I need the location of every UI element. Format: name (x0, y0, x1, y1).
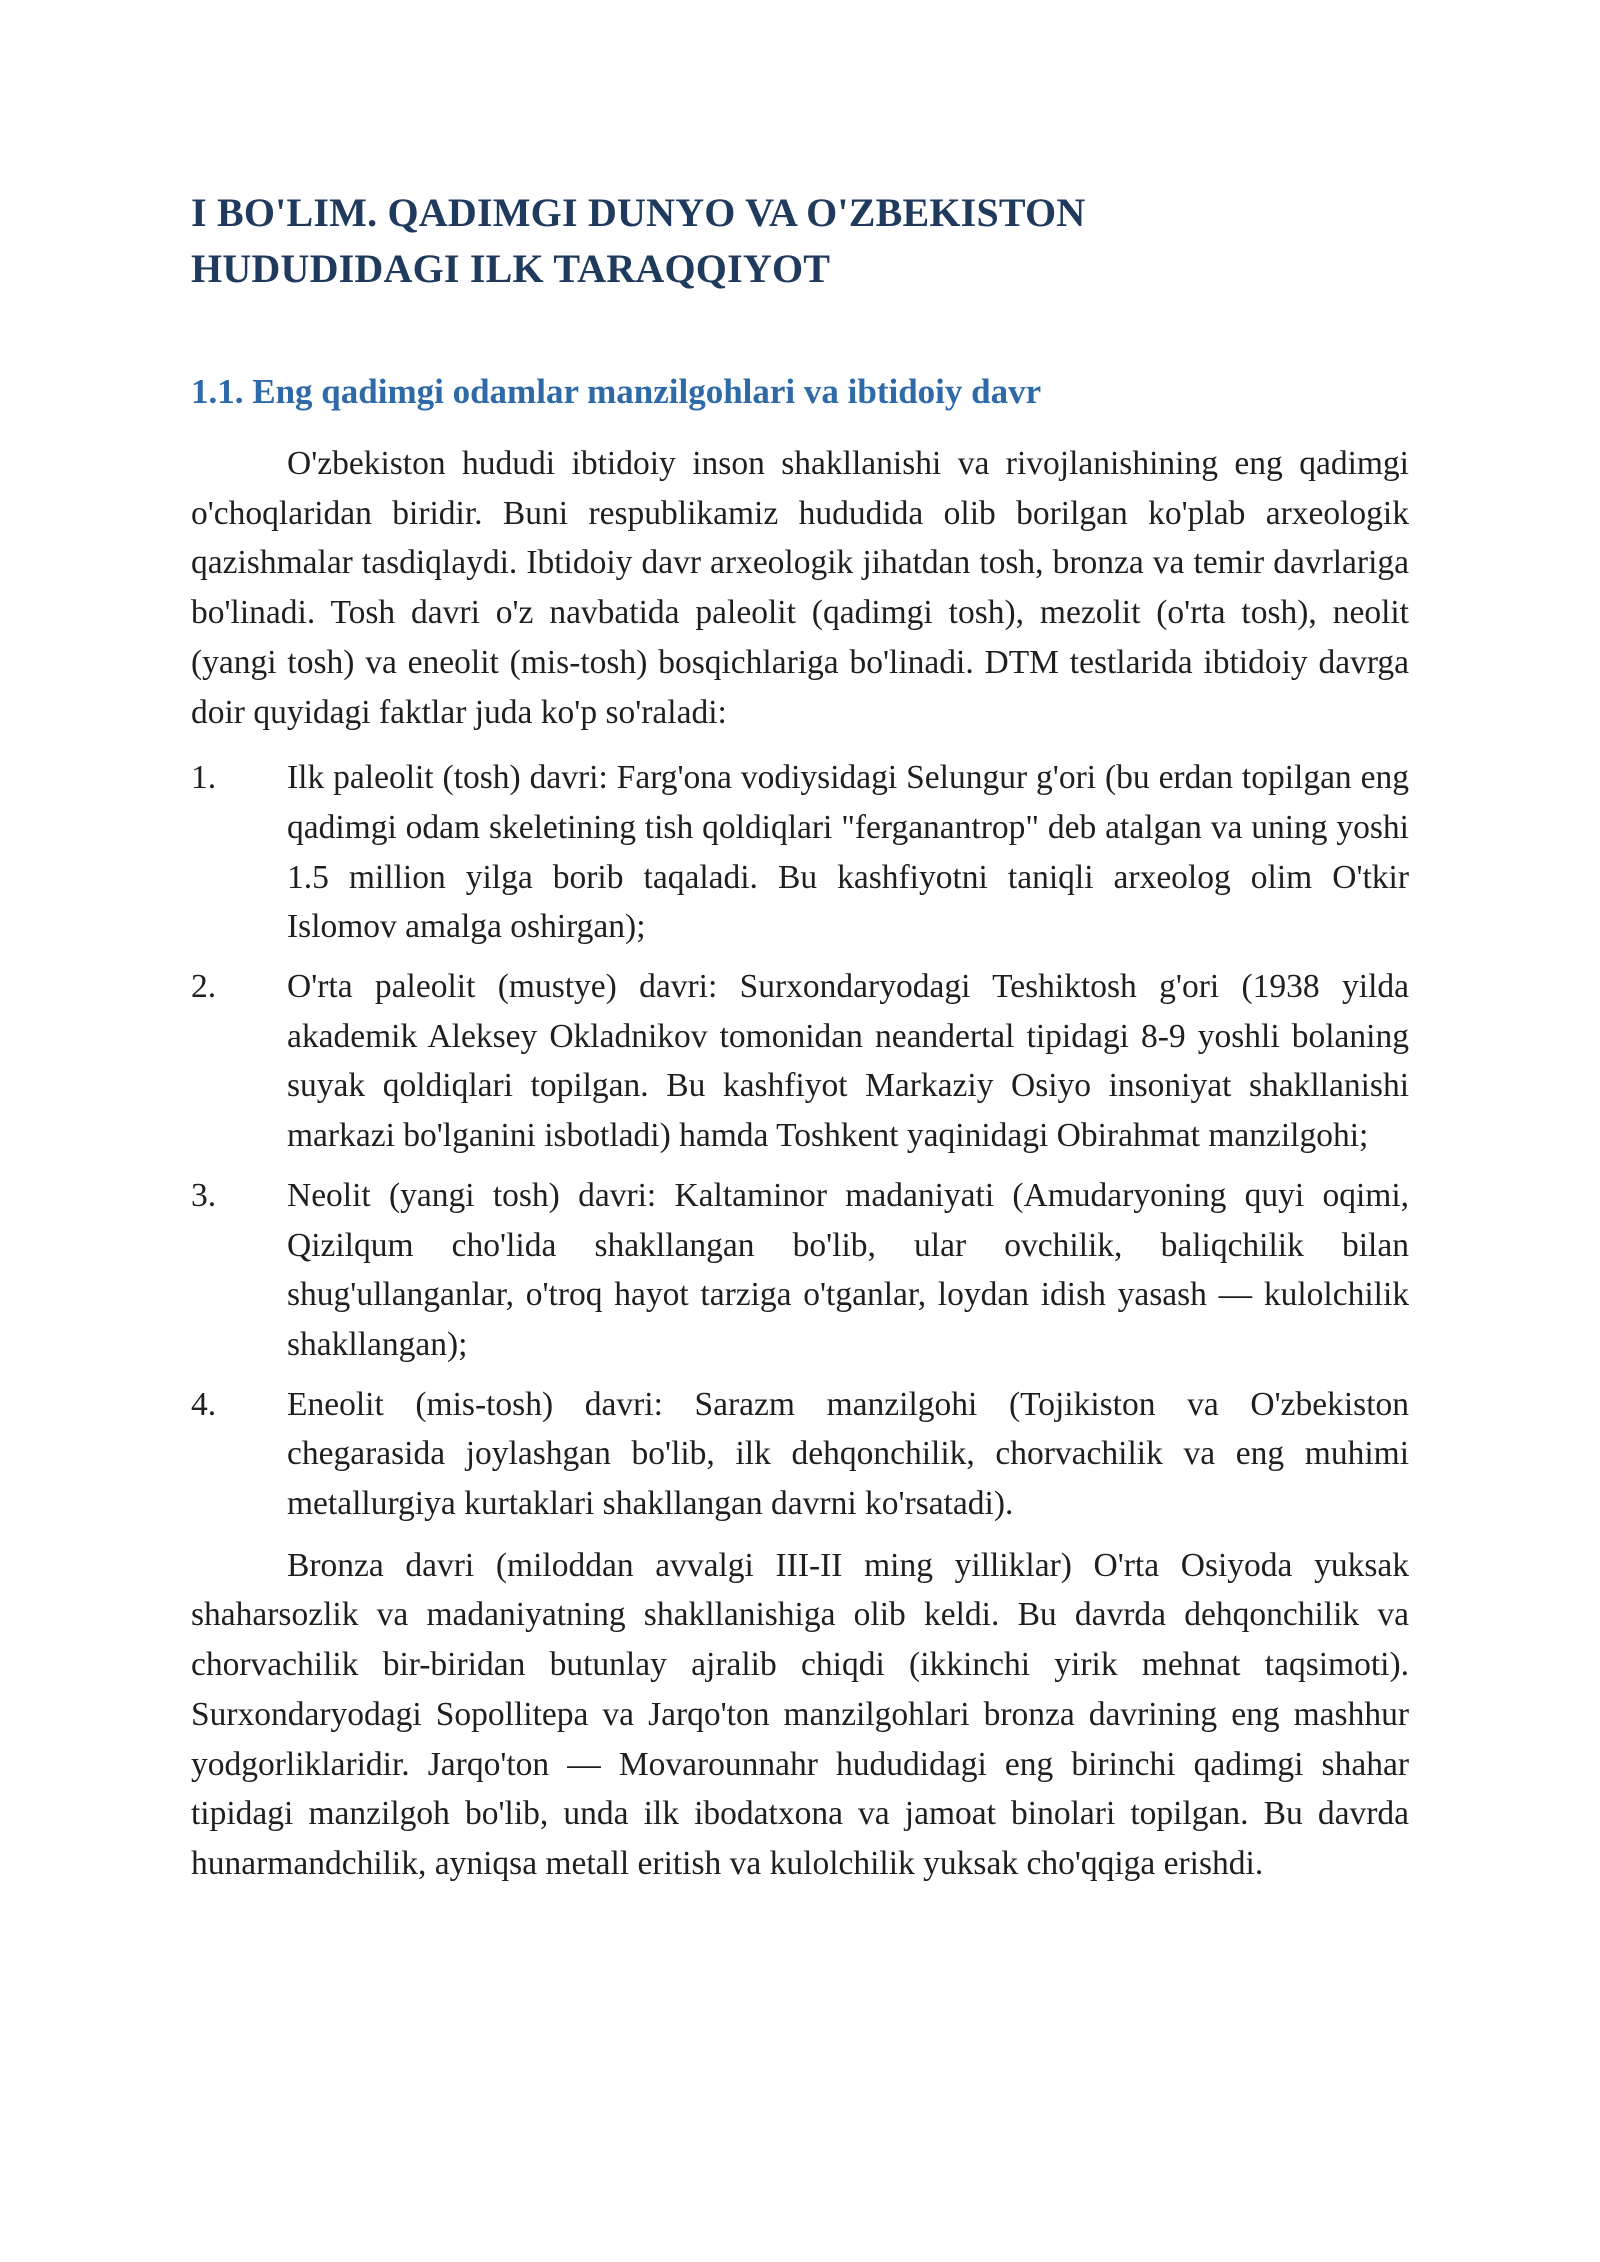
list-item (191, 1380, 1409, 1529)
list-item-number: 4. (191, 1385, 217, 1423)
bronze-age-paragraph: Bronza davri (miloddan avvalgi III-II ming yilliklar) O'rta Osiyoda yuksak shaharsozlik va madaniyatning shakllanishiga olib keldi. Bu davrda dehqonchilik va chorvachilik bir-biridan butunlay ajralib chiqdi (ikkinchi yirik mehnat taqsimoti). Surxondaryodagi Sopollitepa va Jarqo'ton manzilgohlari bronza davrining eng mashhur yodgorliklaridir. Jarqo'ton — Movarounnahr hududidagi eng birinchi qadimgi shahar tipidagi manzilgoh bo'lib, unda ilk ibodatxona va jamoat binolari topilgan. Bu davrda hunarmandchilik, ayniqsa metall eritish va kulolchilik yuksak cho'qqiga erishdi. (191, 1546, 1409, 1882)
list-item (191, 753, 1409, 952)
list-item (191, 1171, 1409, 1370)
section-title: 1.1. Eng qadimgi odamlar manzilgohlari va ibtidoiy davr (191, 372, 1042, 411)
intro-paragraph: O'zbekiston hududi ibtidoiy inson shakllanishi va rivojlanishining eng qadimgi o'choqlaridan biridir. Buni respublikamiz hududida olib borilgan ko'plab arxeologik qazishmalar tasdiqlaydi. Ibtidoiy davr arxeologik jihatdan tosh, bronza va temir davrlariga bo'linadi. Tosh davri o'z navbatida paleolit (qadimgi tosh), mezolit (o'rta tosh), neolit (yangi tosh) va eneolit (mis-tosh) bosqichlariga bo'linadi. DTM testlarida ibtidoiy davrga doir quyidagi faktlar juda ko'p so'raladi: (191, 445, 1409, 731)
chapter-title: I BO'LIM. QADIMGI DUNYO VA O'ZBEKISTON HUDUDIDAGI ILK TARAQQIYOT (191, 190, 1086, 291)
period-list (191, 753, 1409, 1529)
list-item-number: 2. (191, 968, 217, 1006)
list-item-text: Eneolit (mis-tosh) davri: Sarazm manzilgohi (Tojikiston va O'zbekiston chegarasida joylashgan bo'lib, ilk dehqonchilik, chorvachilik va eng muhimi metallurgiya kurtaklari shakllangan davrni ko'rsatadi). (287, 1385, 1409, 1523)
list-item-text: Neolit (yangi tosh) davri: Kaltaminor madaniyati (Amudaryoning quyi oqimi, Qizilqum cho'lida shakllangan bo'lib, ular ovchilik, baliqchilik bilan shug'ullanganlar, o'troq hayot tarziga o'tganlar, loydan idish yasash — kulolchilik shakllangan); (287, 1176, 1409, 1363)
list-item-number: 3. (191, 1176, 217, 1214)
list-item (191, 962, 1409, 1161)
list-item-text: Ilk paleolit (tosh) davri: Farg'ona vodiysidagi Selungur g'ori (bu erdan topilgan eng qadimgi odam skeletining tish qoldiqlari "ferganantrop" deb atalgan va uning yoshi 1.5 million yilga borib taqaladi. Bu kashfiyotni taniqli arxeolog olim O'tkir Islomov amalga oshirgan); (287, 759, 1409, 946)
list-item-number: 1. (191, 759, 217, 797)
list-item-text: O'rta paleolit (mustye) davri: Surxondaryodagi Teshiktosh g'ori (1938 yilda akademik Aleksey Okladnikov tomonidan neandertal tipidagi 8-9 yoshli bolaning suyak qoldiqlari topilgan. Bu kashfiyot Markaziy Osiyo insoniyat shakllanishi markazi bo'lganini isbotladi) hamda Toshkent yaqinidagi Obirahmat manzilgohi; (287, 968, 1409, 1155)
